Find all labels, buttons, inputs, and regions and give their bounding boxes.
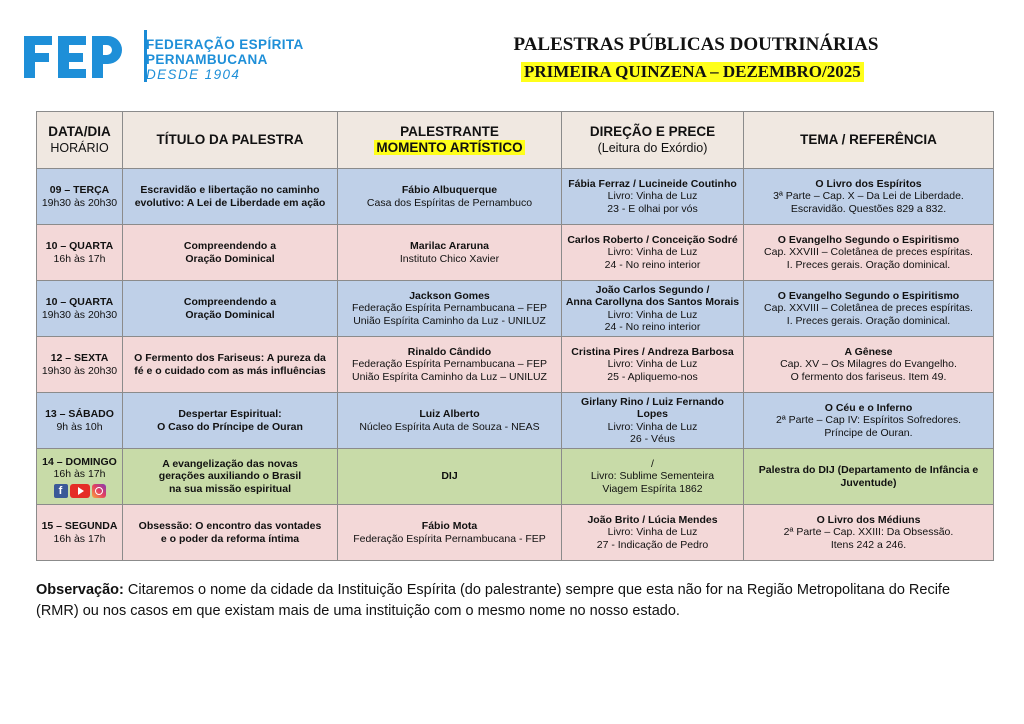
schedule-table (36, 111, 994, 561)
cell-title: Compreendendo a Oração Dominical (123, 281, 338, 337)
table-row (37, 169, 994, 225)
fep-logo (16, 24, 326, 90)
logo-line-1: FEDERAÇÃO ESPÍRITA (146, 37, 304, 52)
cell-theme: O Livro dos Médiuns 2ª Parte – Cap. XXIII: Da Obsessão. Itens 242 a 246. (744, 505, 994, 561)
logo-line-2: PERNAMBUCANA (146, 52, 268, 67)
header-speaker: PALESTRANTE MOMENTO ARTÍSTICO (338, 112, 562, 169)
cell-title: O Fermento dos Fariseus: A pureza da fé e o cuidado com as más influências (123, 337, 338, 393)
table-header-row (37, 112, 994, 169)
cell-direction: Girlany Rino / Luiz Fernando Lopes Livro: Vinha de Luz 26 - Véus (562, 393, 744, 449)
cell-date: 14 – DOMINGO 16h às 17h f (37, 449, 123, 505)
cell-speaker: Luiz Alberto Núcleo Espírita Auta de Souza - NEAS (338, 393, 562, 449)
cell-date: 13 – SÁBADO 9h às 10h (37, 393, 123, 449)
cell-direction: João Carlos Segundo / Anna Carollyna dos Santos Morais Livro: Vinha de Luz 24 - No reino interior (562, 281, 744, 337)
youtube-icon[interactable] (70, 484, 90, 498)
table-row (37, 393, 994, 449)
header-theme: TEMA / REFERÊNCIA (744, 112, 994, 169)
cell-title: A evangelização das novas gerações auxiliando o Brasil na sua missão espiritual (123, 449, 338, 505)
cell-speaker: Jackson Gomes Federação Espírita Pernambucana – FEP União Espírita Caminho da Luz - UNILUZ (338, 281, 562, 337)
cell-theme: O Evangelho Segundo o Espiritismo Cap. XXVIII – Coletânea de preces espíritas. I. Preces gerais. Oração dominical. (744, 281, 994, 337)
observation-note (36, 580, 996, 622)
social-icons (39, 484, 120, 498)
facebook-icon[interactable]: f (54, 484, 68, 498)
table-row (37, 225, 994, 281)
cell-theme: O Céu e o Inferno 2ª Parte – Cap IV: Espíritos Sofredores. Príncipe de Ouran. (744, 393, 994, 449)
cell-title: Compreendendo a Oração Dominical (123, 225, 338, 281)
cell-date: 15 – SEGUNDA 16h às 17h (37, 505, 123, 561)
cell-direction: / Livro: Sublime Sementeira Viagem Espírita 1862 (562, 449, 744, 505)
table-row (37, 281, 994, 337)
table-row (37, 505, 994, 561)
cell-date: 10 – QUARTA 16h às 17h (37, 225, 123, 281)
cell-date: 12 – SEXTA 19h30 às 20h30 (37, 337, 123, 393)
cell-theme: A Gênese Cap. XV – Os Milagres do Evangelho. O fermento dos fariseus. Item 49. (744, 337, 994, 393)
fep-logo-mark (22, 32, 122, 82)
observation-text: Citaremos o nome da cidade da Instituição Espírita (do palestrante) sempre que esta não for na Região Metropolitana do Recife (RMR) ou nos casos em que existam mais de uma instituição com o mesmo nome no nosso estado. (36, 582, 951, 619)
cell-direction: Carlos Roberto / Conceição Sodré Livro: Vinha de Luz 24 - No reino interior (562, 225, 744, 281)
cell-theme: O Evangelho Segundo o Espiritismo Cap. XXVIII – Coletânea de preces espíritas. I. Preces gerais. Oração dominical. (744, 225, 994, 281)
cell-speaker: Fábio Albuquerque Casa dos Espíritas de Pernambuco (338, 169, 562, 225)
cell-date: 10 – QUARTA 19h30 às 20h30 (37, 281, 123, 337)
cell-speaker: Fábio Mota Federação Espírita Pernambucana - FEP (338, 505, 562, 561)
cell-theme: O Livro dos Espíritos 3ª Parte – Cap. X – Da Lei de Liberdade. Escravidão. Questões 829 a 832. (744, 169, 994, 225)
table-row (37, 449, 994, 505)
cell-speaker: Marilac Araruna Instituto Chico Xavier (338, 225, 562, 281)
table-row (37, 337, 994, 393)
observation-label: Observação: (36, 582, 124, 598)
header-direction: DIREÇÃO E PRECE (Leitura do Exórdio) (562, 112, 744, 169)
header-date: DATA/DIA HORÁRIO (37, 112, 123, 169)
cell-title: Obsessão: O encontro das vontades e o poder da reforma íntima (123, 505, 338, 561)
page-title: PALESTRAS PÚBLICAS DOUTRINÁRIAS (513, 34, 879, 55)
cell-title: Escravidão e libertação no caminho evolutivo: A Lei de Liberdade em ação (123, 169, 338, 225)
cell-theme: Palestra do DIJ (Departamento de Infância e Juventude) (744, 449, 994, 505)
cell-date: 09 – TERÇA 19h30 às 20h30 (37, 169, 123, 225)
cell-direction: Cristina Pires / Andreza Barbosa Livro: Vinha de Luz 25 - Apliquemo-nos (562, 337, 744, 393)
cell-direction: Fábia Ferraz / Lucineide Coutinho Livro: Vinha de Luz 23 - E olhai por vós (562, 169, 744, 225)
cell-direction: João Brito / Lúcia Mendes Livro: Vinha de Luz 27 - Indicação de Pedro (562, 505, 744, 561)
logo-since: DESDE 1904 (146, 67, 241, 82)
page-subtitle: PRIMEIRA QUINZENA – DEZEMBRO/2025 (521, 62, 864, 82)
cell-title: Despertar Espiritual: O Caso do Príncipe de Ouran (123, 393, 338, 449)
instagram-icon[interactable] (92, 484, 106, 498)
artistic-moment-highlight: MOMENTO ARTÍSTICO (376, 140, 523, 155)
cell-speaker: DIJ (338, 449, 562, 505)
logo-text (146, 37, 304, 82)
cell-speaker: Rinaldo Cândido Federação Espírita Pernambucana – FEP União Espírita Caminho da Luz – UNILUZ (338, 337, 562, 393)
header-title: TÍTULO DA PALESTRA (123, 112, 338, 169)
